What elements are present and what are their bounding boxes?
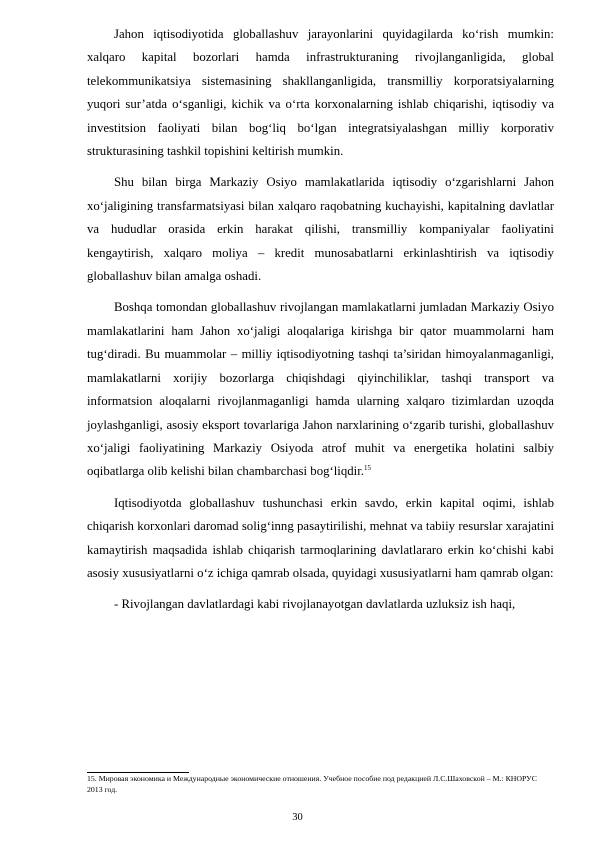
list-item: - Rivojlangan davlatlardagi kabi rivojlanayotgan davlatlarda uzluksiz ish haqi,: [114, 597, 516, 612]
paragraph-4: Iqtisodiyotda globallashuv tushunchasi erkin savdo, erkin kapital oqimi, ishlab chiqarish korxonlari daromad solig‘inng pasaytirilishi, mehnat va tabiiy resurslar xarajatini kamaytirish maqsadida ishlab chiqarish tarmoqlarining davlatlararo erkin ko‘chishi kabi asosiy xususiyatlarni o‘z ichiga qamrab olsada, quyidagi xususiyatlarni ham qamrab olgan:: [87, 495, 554, 580]
footnote-separator: [87, 772, 189, 773]
paragraph-1: Jahon iqtisodiyotida globallashuv jarayonlarini quyidagilarda ko‘rish mumkin: xalqaro kapital bozorlari hamda infrastrukturaning rivojlanganligida, global telekommunikatsiya sistemasining shakllanganligida, transmilliy korporatsiyalarning yuqori sur’atda o‘sganligi, kichik va o‘rta korxonalarning ishlab chiqarishi, iqtisodiy va investitsion faoliyati bilan bog‘liq bo‘lgan integratsiyalashgan milliy korporativ strukturasining tashkil topishini keltirish mumkin.: [87, 27, 554, 159]
paragraph-3: [87, 296, 554, 483]
paragraph-3-text: Boshqa tomondan globallashuv rivojlangan mamlakatlarni jumladan Markaziy Osiyo mamlakatlarini ham Jahon xo‘jaligi aloqalariga kirishga bir qator muammolarni ham tug‘diradi. Bu muammolar – milliy iqtisodiyotning tashqi ta’siridan himoyalanmaganligi, mamlakatlarni xorijiy bozorlarga chiqishdagi qiyinchiliklar, tashqi transport va informatsion aloqalarni rivojlanmaganligi hamda ularning xalqaro tizimlardan uzoqda joylashganligi, asosiy eksport tovarlariga Jahon narxlarining o‘zgarib turishi, globallashuv xo‘jaligi faoliyatining Markaziy Osiyoda atrof muhit va energetika holatini salbiy oqibatlarga olib kelishi bilan chambarchasi bog‘liqdir.: [87, 300, 554, 479]
footnote-reference: 15: [363, 464, 371, 473]
page-number: 30: [292, 812, 303, 823]
footnote: 15. Мировая экономика и Международные экономические отношения. Учебное пособие под редакцией Л.С.Шаховской – М.: КНОРУС 2013 год.: [87, 774, 537, 794]
paragraph-2: Shu bilan birga Markaziy Osiyo mamlakatlarida iqtisodiy o‘zgarishlarni Jahon xo‘jaligining transfarmatsiyasi bilan xalqaro raqobatning kuchayishi, kapitalning davlatlar va hududlar orasida erkin harakat qilishi, transmilliy kompaniyalar faoliyatini kengaytirish, xalqaro moliya – kredit munosabatlarni erkinlashtirish va iqtisodiy globallashuv bilan amalga oshadi.: [87, 175, 554, 284]
body-text: [87, 23, 554, 617]
